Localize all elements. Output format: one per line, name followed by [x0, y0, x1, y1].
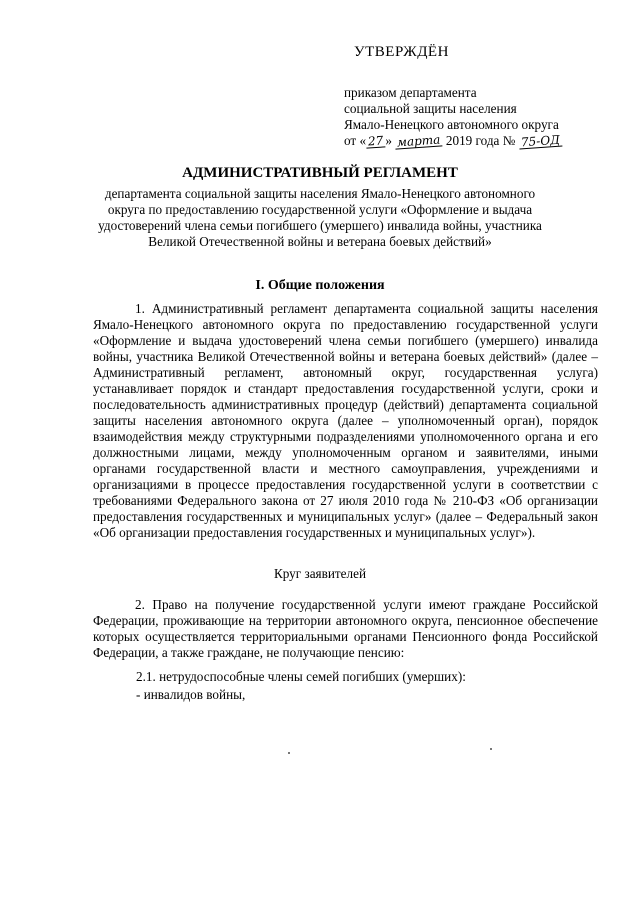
handwritten-number: 75-ОД: [520, 132, 560, 150]
section-heading: I. Общие положения: [255, 278, 385, 293]
scan-speck: [288, 752, 290, 754]
document-subtitle: департамента социальной защиты населения Ямало-Ненецкого автономного округа по предоставлению государственной услуги «Оформление и выдача удостоверений члена семьи погибшего (умершего) инвалида войны, участника Великой Отечественной войны и ветерана боевых действий»: [98, 186, 542, 249]
handwritten-month: марта: [396, 132, 441, 150]
paragraph-1: 1. Административный регламент департамента социальной защиты населения Ямало-Ненецкого автономного округа по предоставлению государственной услуги «Оформление и выдача удостоверений члена семьи погибшего (умершего) инвалида войны, участника Великой Отечественной войны и ветерана боевых действий» (далее – Административный регламент, автономный округ, государственная услуга) устанавливает порядок и стандарт предоставления государственной услуги, сроки и последовательность административных процедур (действий) департамента социальной защиты населения автономного округа (далее – уполномоченный орган), порядок взаимодействия между структурными подразделениями уполномоченного органа и его должностными лицами, между уполномоченным органом и заявителями, иными органами государственной власти и местного самоуправления, учреждениями и организациями в процессе предоставления государственной услуги в соответствии с требованиями Федерального закона от 27 июля 2010 года № 210-ФЗ «Об организации предоставления государственных и муниципальных услуг» (далее – Федеральный закон «Об организации предоставления государственных и муниципальных услуг»).: [93, 301, 598, 540]
date-mid: »: [385, 133, 392, 148]
handwritten-day: 27: [367, 133, 384, 149]
list-item-invalids: - инвалидов войны,: [136, 687, 246, 702]
list-item-2-1: 2.1. нетрудоспособные члены семей погибших (умерших):: [136, 669, 466, 684]
approval-line-1: приказом департамента: [344, 85, 477, 100]
subheading-applicants: Круг заявителей: [273, 566, 367, 581]
approval-line-2: социальной защиты населения: [344, 101, 517, 116]
approval-date-line: [344, 133, 614, 149]
approval-line-3: Ямало-Ненецкого автономного округа: [344, 117, 559, 132]
approval-stamp-title: УТВЕРЖДЁН: [354, 44, 449, 60]
date-prefix: от «: [344, 133, 367, 148]
document-title: АДМИНИСТРАТИВНЫЙ РЕГЛАМЕНТ: [182, 165, 458, 181]
date-year: 2019 года №: [445, 133, 516, 148]
approval-block: [344, 85, 614, 149]
paragraph-2: 2. Право на получение государственной услуги имеют граждане Российской Федерации, проживающие на территории автономного округа, пенсионное обеспечение которых осуществляется территориальными органами Пенсионного фонда Российской Федерации, а также граждане, не получающие пенсию:: [93, 597, 598, 660]
scan-speck: [490, 748, 492, 750]
